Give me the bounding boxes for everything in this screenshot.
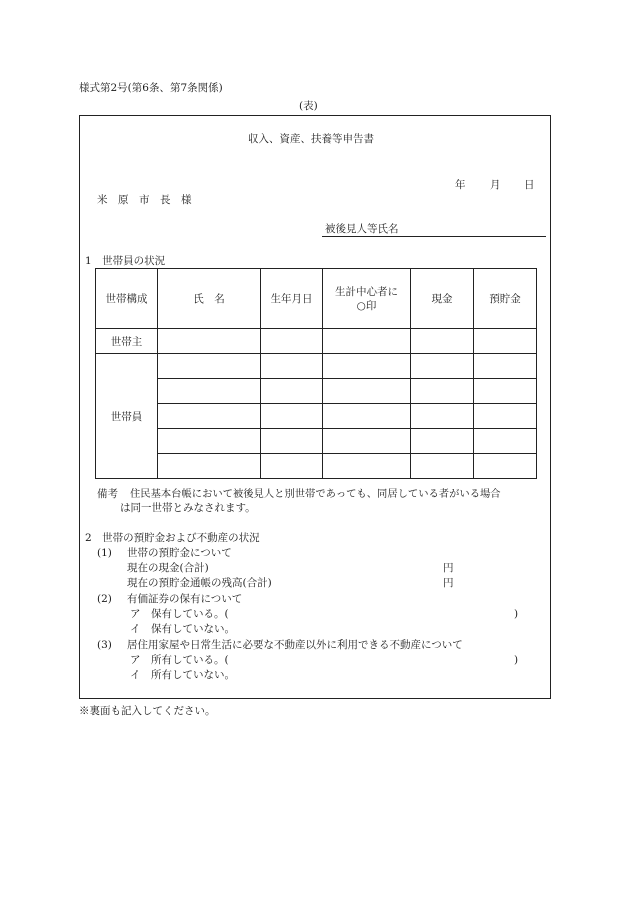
table-cell[interactable] [474,329,537,354]
table-cell[interactable] [411,429,474,454]
item1-number: (1) [97,547,112,559]
col-breadwinner-line2: ○印 [356,299,377,312]
table-cell[interactable] [261,329,323,354]
item3-close-paren: ) [514,654,519,666]
table-header-row [96,269,537,329]
note-line1: 住民基本台帳において被後見人と別世帯であっても、同居している者がいる場合 [130,488,501,500]
table-cell[interactable] [323,429,411,454]
item1-bank-label: 現在の預貯金通帳の残高(合計) [127,577,272,589]
table-cell[interactable] [261,404,323,429]
col-name: 氏 名 [158,269,261,329]
form-title: 収入、資産、扶養等申告書 [248,133,374,145]
table-cell[interactable] [474,379,537,404]
item3-title: 居住用家屋や日常生活に必要な不動産以外に利用できる不動産について [127,639,463,651]
item2-option-b: イ 保有していない。 [130,623,235,635]
table-cell[interactable] [261,354,323,379]
table-cell[interactable] [323,354,411,379]
section1-heading: 1 世帯員の状況 [85,255,166,267]
col-birthdate: 生年月日 [261,269,323,329]
table-row [96,329,537,354]
table-cell[interactable] [158,379,261,404]
table-row [96,379,537,404]
table-cell[interactable] [323,379,411,404]
item3-number: (3) [97,639,112,651]
table-row [96,454,537,479]
table-cell[interactable] [323,454,411,479]
item2-number: (2) [97,593,112,605]
table-cell[interactable] [411,379,474,404]
table-cell[interactable] [158,454,261,479]
table-cell[interactable] [323,329,411,354]
item3-option-b: イ 所有していない。 [130,669,235,681]
item2-option-a: ア 保有している。( [130,608,229,620]
col-cash: 現金 [411,269,474,329]
table-cell[interactable] [261,429,323,454]
table-row [96,404,537,429]
form-number: 様式第2号(第6条、第7条関係) [79,82,223,94]
table-cell[interactable] [474,454,537,479]
table-row [96,429,537,454]
item1-title: 世帯の預貯金について [127,547,232,559]
table-cell[interactable] [474,429,537,454]
col-savings: 預貯金 [474,269,537,329]
note-label: 備考 [97,488,118,500]
item1-cash-label: 現在の現金(合計) [127,562,209,574]
table-cell[interactable] [411,354,474,379]
table-cell[interactable] [411,454,474,479]
household-table [95,268,537,479]
row-members-label: 世帯員 [96,354,158,479]
section2-heading: 2 世帯の預貯金および不動産の状況 [85,532,260,544]
item2-close-paren: ) [514,608,519,620]
date-day-label: 日 [524,179,535,191]
table-cell[interactable] [411,404,474,429]
table-cell[interactable] [323,404,411,429]
table-cell[interactable] [474,404,537,429]
addressee: 米 原 市 長 様 [97,194,192,206]
note-line2: は同一世帯とみなされます。 [120,502,256,514]
table-cell[interactable] [411,329,474,354]
table-cell[interactable] [158,429,261,454]
table-cell[interactable] [158,404,261,429]
date-year-label: 年 [455,179,466,191]
table-cell[interactable] [261,454,323,479]
col-breadwinner [323,269,411,329]
table-cell[interactable] [158,354,261,379]
footer-note: ※裏面も記入してください。 [79,705,216,717]
ward-name-label: 被後見人等氏名 [325,223,399,235]
table-cell[interactable] [261,379,323,404]
table-row [96,354,537,379]
item2-title: 有価証券の保有について [127,593,243,605]
col-composition: 世帯構成 [96,269,158,329]
item1-cash-yen: 円 [443,562,454,574]
table-cell[interactable] [474,354,537,379]
date-month-label: 月 [490,179,501,191]
col-breadwinner-line1: 生計中心者に [335,285,398,298]
item1-bank-yen: 円 [443,577,454,589]
side-label: (表) [299,100,318,112]
table-cell[interactable] [158,329,261,354]
row-householder-label: 世帯主 [96,329,158,354]
ward-name-line [322,236,546,237]
item3-option-a: ア 所有している。( [130,654,229,666]
